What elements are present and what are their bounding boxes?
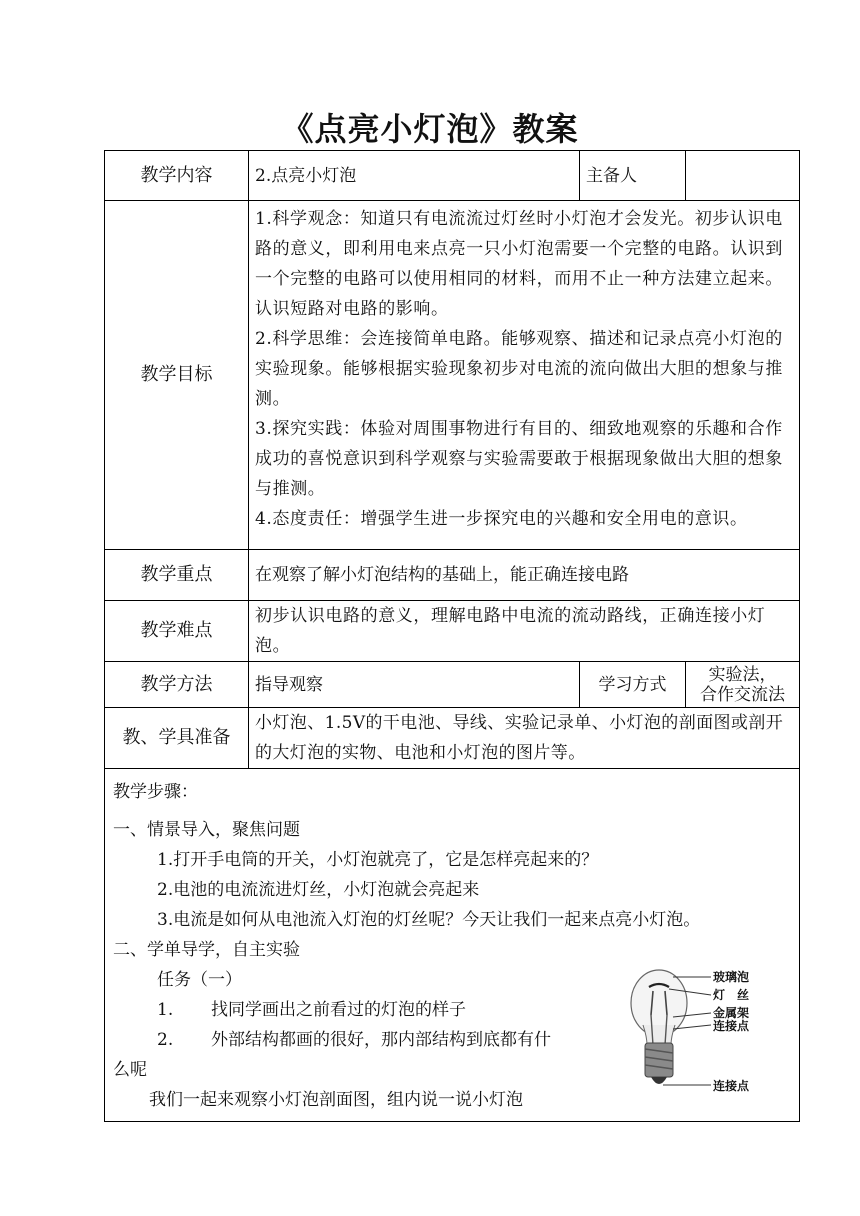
bulb-diagram [629,967,769,1099]
row-steps [105,769,800,1122]
goals-value [249,201,800,550]
preparer-value [686,151,800,201]
goal-item: 3.探究实践：体验对周围事物进行有目的、细致地观察的乐趣和合作成功的喜悦意识到科学观察与实验需要敢于根据现象做出大胆的想象与推测。 [255,419,783,499]
step-item: 1.打开手电筒的开关，小灯泡就亮了，它是怎样亮起来的？ [157,850,599,870]
goals-label: 教学目标 [105,201,249,550]
task-number: 2. [157,1030,174,1050]
row-goals [105,201,800,550]
step-item: 3.电流是如何从电池流入灯泡的灯丝呢？今天让我们一起来点亮小灯泡。 [157,910,701,930]
step-item: 2.电池的电流流进灯丝，小灯泡就会亮起来 [157,880,480,900]
task-heading: 任务（一） [157,970,242,990]
content-label: 教学内容 [105,151,249,201]
bulb-label-filament: 灯 丝 [713,988,750,1002]
materials-value: 小灯泡、1.5V的干电池、导线、实验记录单、小灯泡的剖面图或剖开的大灯泡的实物、电池和小灯泡的图片等。 [249,708,800,769]
row-content [105,151,800,201]
lesson-plan-table [104,150,800,1122]
bulb-label-contact-point: 连接点 [713,1079,750,1093]
wrap-line: 么呢 [113,1060,147,1080]
bulb-label-metal-frame: 金属架 [713,1006,750,1020]
row-difficulty [105,601,800,662]
section-heading: 二、学单导学，自主实验 [113,940,300,960]
materials-label: 教、学具准备 [105,708,249,769]
section-heading: 一、情景导入，聚焦问题 [113,820,300,840]
key-point-value: 在观察了解小灯泡结构的基础上，能正确连接电路 [249,550,800,601]
study-value-line: 实验法， [708,664,777,685]
bulb-label-glass: 玻璃泡 [713,970,750,984]
method-value: 指导观察 [249,662,580,708]
row-key-point [105,550,800,601]
goal-item: 1.科学观念：知道只有电流流过灯丝时小灯泡才会发光。初步认识电路的意义，即利用电来点亮一只小灯泡需要一个完整的电路。认识到一个完整的电路可以使用相同的材料，而用不止一种方法建立起来。认识短路对电路的影响。 [255,209,783,319]
steps-heading: 教学步骤： [113,782,198,802]
task-number: 1. [157,1000,174,1020]
step-text: 我们一起来观察小灯泡剖面图，组内说一说小灯泡 [149,1090,523,1110]
row-method [105,662,800,708]
bulb-label-contact-point: 连接点 [713,1019,750,1033]
task-text: 外部结构都画的很好，那内部结构到底都有什 [211,1030,551,1050]
preparer-label: 主备人 [580,151,686,201]
content-value: 2.点亮小灯泡 [249,151,580,201]
difficulty-label: 教学难点 [105,601,249,662]
page-title: 《点亮小灯泡》教案 [281,110,579,148]
study-value [686,662,800,708]
teaching-steps [105,769,800,1122]
method-label: 教学方法 [105,662,249,708]
study-value-line: 合作交流法 [700,684,785,705]
goal-item: 4.态度责任：增强学生进一步探究电的兴趣和安全用电的意识。 [255,509,748,529]
goal-item: 2.科学思维：会连接简单电路。能够观察、描述和记录点亮小灯泡的实验现象。能够根据实验现象初步对电流的流向做出大胆的想象与推测。 [255,329,783,409]
task-text: 找同学画出之前看过的灯泡的样子 [211,1000,466,1020]
row-materials [105,708,800,769]
difficulty-value: 初步认识电路的意义，理解电路中电流的流动路线，正确连接小灯泡。 [249,601,800,662]
study-label: 学习方式 [580,662,686,708]
key-point-label: 教学重点 [105,550,249,601]
